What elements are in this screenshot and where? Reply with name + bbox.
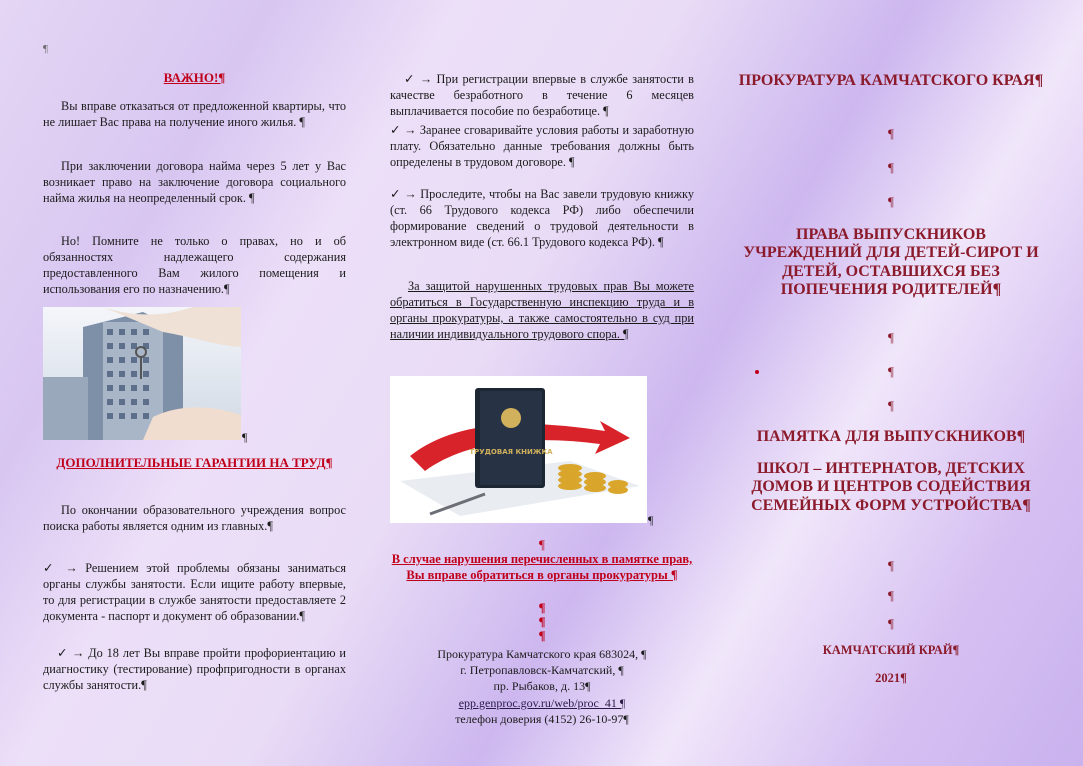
- pilcrow-mark: ¶: [538, 614, 546, 629]
- street-line: пр. Рыбаков, д. 13¶: [493, 679, 591, 694]
- pilcrow-mark: ¶: [888, 194, 894, 209]
- career-guidance-bullet: ✓ → До 18 лет Вы вправе пройти профориентацию и диагностику (тестирование) профпригодности в органах службы занятости.¶: [43, 646, 346, 692]
- prosecutor-office-title: ПРОКУРАТУРА КАМЧАТСКОГО КРАЯ¶: [738, 72, 1044, 89]
- red-dot: [755, 370, 759, 374]
- important-heading: ВАЖНО!¶: [163, 70, 226, 85]
- obligations-paragraph: Но! Помните не только о правах, но и об обязанностях надлежащего содержания предоставленного Вам жилого помещения и использования его по назначению.¶: [43, 234, 346, 296]
- pilcrow-mark: ¶: [648, 513, 654, 527]
- work-conditions-bullet: ✓ → Заранее сговаривайте условия работы и заработную плату. Обязательно данные требования должны быть определены в трудовом договоре. ¶: [390, 123, 694, 169]
- pilcrow-mark: ¶: [888, 330, 894, 345]
- job-search-paragraph: По окончании образовательного учреждения вопрос поиска работы является одним из главных.¶: [43, 503, 346, 533]
- lease-paragraph: При заключении договора найма через 5 лет у Вас возникает право на заключение договора социального найма жилья на неопределенный срок. ¶: [43, 159, 346, 205]
- pilcrow-mark: ¶: [888, 616, 894, 631]
- guarantees-heading: ДОПОЛНИТЕЛЬНЫЕ ГАРАНТИИ НА ТРУД¶: [56, 455, 333, 470]
- address-line: Прокуратура Камчатского края 683024, ¶: [437, 647, 647, 661]
- pilcrow-mark: ¶: [242, 430, 248, 444]
- year-label: 2021¶: [875, 671, 907, 685]
- protection-paragraph: За защитой нарушенных трудовых прав Вы можете обратиться в Государственную инспекцию труда и в органы прокуратуры, а также самостоятельно в суд при наличии индивидуального трудового спора. ¶: [390, 279, 694, 341]
- pilcrow-mark: ¶: [888, 126, 894, 141]
- pilcrow-mark: ¶: [539, 537, 545, 552]
- refuse-flat-paragraph: Вы вправе отказаться от предложенной квартиры, что не лишает Вас права на получение иного жилья. ¶: [43, 99, 346, 129]
- labor-book-title: ТРУДОВАЯ КНИЖКА: [469, 448, 553, 456]
- employment-service-bullet: ✓ → Решением этой проблемы обязаны заниматься органы службы занятости. Если ищите работу впервые, то для регистрации в службе занятости предоставляете 2 документа - паспорт и документ об образовании.¶: [43, 561, 346, 623]
- contacts-block: [390, 646, 694, 727]
- pilcrow-mark: ¶: [888, 558, 894, 573]
- memo-title: ПАМЯТКА ДЛЯ ВЫПУСКНИКОВ¶: [756, 428, 1026, 445]
- pilcrow-mark: ¶: [538, 600, 546, 615]
- rights-title: ПРАВА ВЫПУСКНИКОВ УЧРЕЖДЕНИЙ ДЛЯ ДЕТЕЙ-СИРОТ И ДЕТЕЙ, ОСТАВШИХСЯ БЕЗ ПОПЕЧЕНИЯ РОДИТЕЛЕЙ¶: [743, 226, 1039, 299]
- city-line: г. Петропавловск-Камчатский, ¶: [460, 663, 624, 678]
- unemployment-benefit-bullet: ✓ → При регистрации впервые в службе занятости в качестве безработного в течение 6 месяцев выплачивается пособие по безработице. ¶: [390, 72, 694, 118]
- pilcrow-mark: ¶: [888, 398, 894, 413]
- pilcrow-mark: ¶: [888, 160, 894, 175]
- region-label: КАМЧАТСКИЙ КРАЙ¶: [822, 643, 960, 657]
- institutions-title: ШКОЛ – ИНТЕРНАТОВ, ДЕТСКИХ ДОМОВ И ЦЕНТРОВ СОДЕЙСТВИЯ СЕМЕЙНЫХ ФОРМ УСТРОЙСТВА¶: [751, 460, 1031, 514]
- hotline-phone: телефон доверия (4152) 26-10-97¶: [455, 711, 629, 726]
- website-link[interactable]: epp.genproc.gov.ru/web/proc_41 ¶: [458, 695, 626, 710]
- pilcrow-mark: ¶: [538, 628, 546, 643]
- work-book-bullet: ✓ → Проследите, чтобы на Вас завели трудовую книжку (ст. 66 Трудового кодекса РФ) либо обеспечили формирование сведений о трудовой деятельности в электронном виде (ст. 66.1 Трудового кодекса РФ). ¶: [390, 187, 694, 249]
- pilcrow-mark: ¶: [888, 364, 894, 379]
- pilcrow-mark: ¶: [43, 43, 48, 55]
- house-keys-image: [43, 307, 241, 440]
- pilcrow-mark: ¶: [888, 588, 894, 603]
- labor-book-image: [390, 376, 647, 523]
- violation-notice: В случае нарушения перечисленных в памятке прав, Вы вправе обратиться в органы прокуратуры ¶: [391, 552, 693, 582]
